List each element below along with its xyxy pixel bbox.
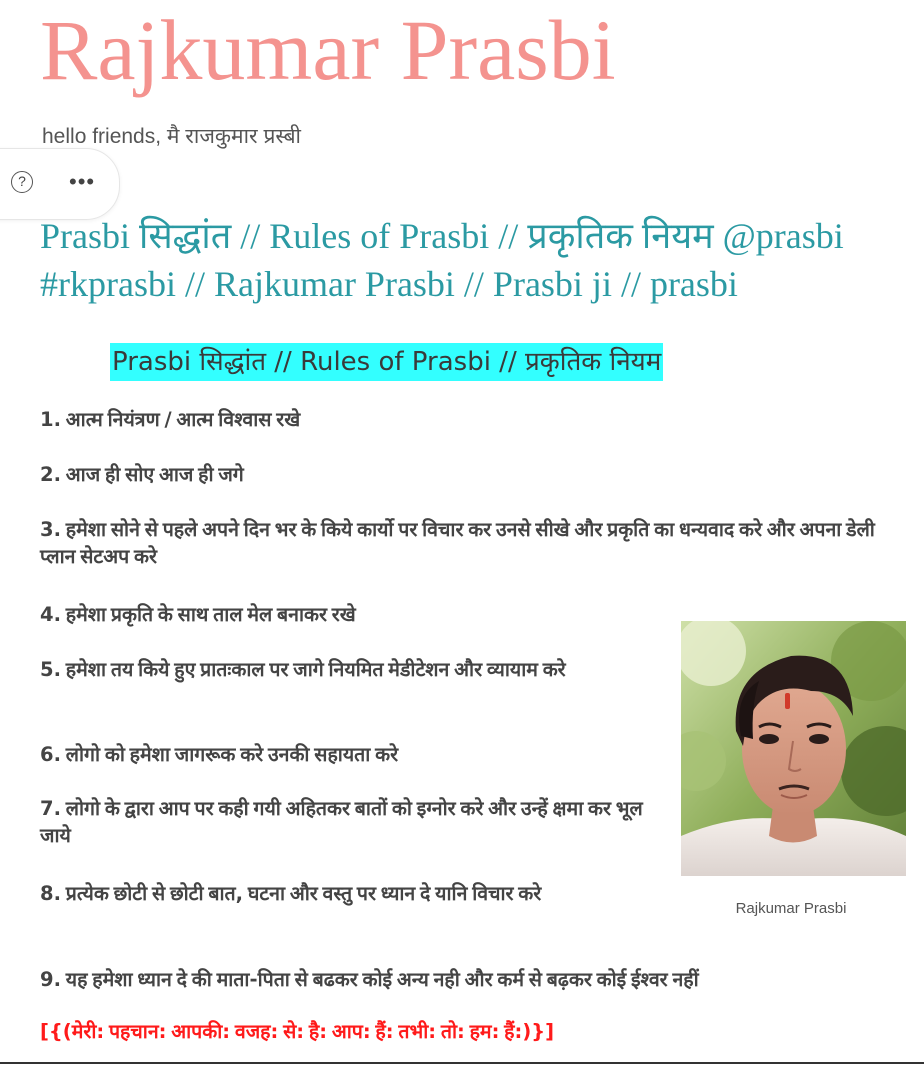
profile-photo: [681, 621, 906, 876]
site-title[interactable]: Rajkumar Prasbi: [40, 2, 616, 98]
rule-item-2: 2. आज ही सोए आज ही जगे: [40, 463, 244, 486]
photo-caption: Rajkumar Prasbi: [735, 900, 847, 917]
rule-item-7: 7. लोगो के द्वारा आप पर कही गयी अहितकर बातों को इग्नोर करे और उन्हें क्षमा कर भूल जाये: [40, 797, 643, 847]
rule-item-6: 6. लोगो को हमेशा जागरूक करे उनकी सहायता करे: [40, 743, 399, 766]
rule-item-8: 8. प्रत्येक छोटी से छोटी बात, घटना और वस्तु पर ध्यान दे यानि विचार करे: [40, 882, 542, 905]
rules-heading: Prasbi सिद्धांत // Rules of Prasbi // प्रकृतिक नियम: [110, 343, 663, 381]
floating-action-bar: [0, 148, 120, 220]
rule-item-5: 5. हमेशा तय किये हुए प्रातःकाल पर जागे नियमित मेडीटेशन और व्यायाम करे: [40, 658, 566, 681]
rule-item-1: 1. आत्म नियंत्रण / आत्म विश्वास रखे: [40, 408, 301, 431]
rule-item-4: 4. हमेशा प्रकृति के साथ ताल मेल बनाकर रखे: [40, 603, 356, 626]
rule-item-3: 3. हमेशा सोने से पहले अपने दिन भर के किये कार्यो पर विचार कर उनसे सीखे और प्रकृति का धन्यवाद करे और अपना डेली प्लान सेटअप करे: [40, 518, 875, 568]
more-horizontal-icon[interactable]: •••: [69, 169, 96, 194]
page-divider: [0, 1062, 924, 1064]
rule-item-9: 9. यह हमेशा ध्यान दे की माता-पिता से बढकर कोई अन्य नही और कर्म से बढ़कर कोई ईश्वर नहीं: [40, 968, 699, 991]
site-tagline: hello friends, मै राजकुमार प्रस्बी: [42, 125, 302, 148]
signature-line: [{(मेरी: पहचान: आपकी: वजह: से: है: आप: हैं: तभी: तो: हम: हैं:)}]: [40, 1020, 555, 1043]
help-circle-icon[interactable]: ?: [11, 171, 33, 193]
post-title: Prasbi सिद्धांत // Rules of Prasbi // प्रकृतिक नियम @prasbi #rkprasbi // Rajkumar Prasbi // Prasbi ji // prasbi: [40, 216, 844, 304]
